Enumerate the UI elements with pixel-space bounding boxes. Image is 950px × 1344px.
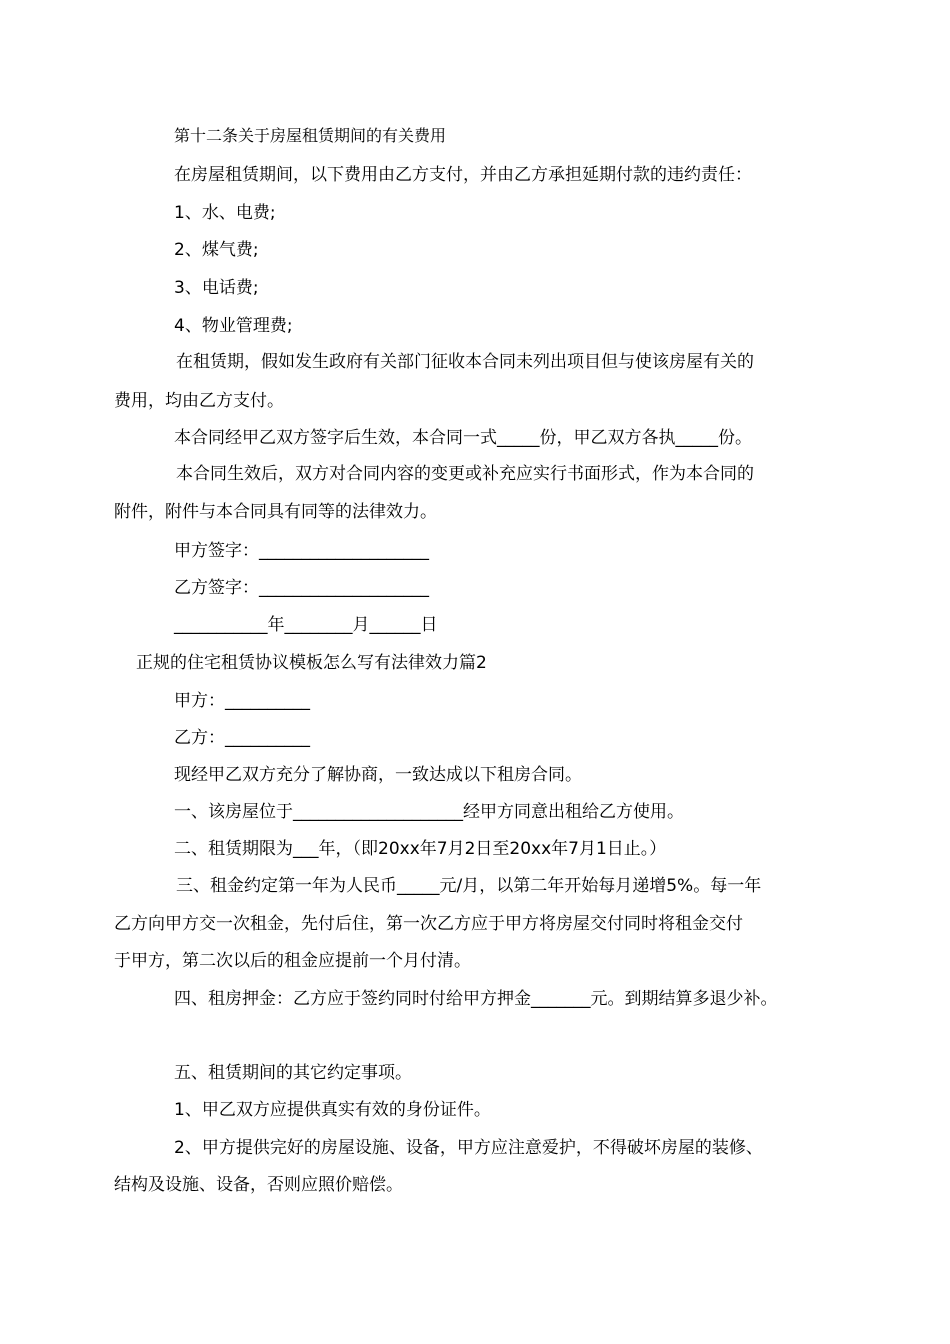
party-b-line: 乙方：__________ [174, 728, 310, 748]
fee-item-property: 4、物业管理费; [174, 316, 293, 336]
clause-5-item-1: 1、甲乙双方应提供真实有效的身份证件。 [174, 1100, 491, 1120]
clause-3-line1: 三、租金约定第一年为人民币_____元/月，以第二年开始每月递增5%。每一年 [176, 876, 762, 896]
clause-1: 一、该房屋位于____________________经甲方同意出租给乙方使用。 [174, 802, 684, 822]
date-line: ___________年________月______日 [174, 615, 438, 635]
fee-item-water-electricity: 1、水、电费; [174, 203, 276, 223]
clause-5-item-2-line1: 2、甲方提供完好的房屋设施、设备，甲方应注意爱护，不得破坏房屋的装修、 [174, 1138, 763, 1158]
party-b-signature: 乙方签字：____________________ [174, 578, 429, 598]
clause-3-line3: 于甲方，第二次以后的租金应提前一个月付清。 [114, 951, 471, 971]
clause-5: 五、租赁期间的其它约定事项。 [174, 1063, 412, 1083]
party-a-signature: 甲方签字：____________________ [174, 541, 429, 561]
gov-fee-paragraph-line1: 在租赁期，假如发生政府有关部门征收本合同未列出项目但与使该房屋有关的 [176, 352, 754, 372]
section-12-title: 第十二条关于房屋租赁期间的有关费用 [174, 126, 447, 145]
agreement-intro: 现经甲乙双方充分了解协商，一致达成以下租房合同。 [174, 765, 582, 785]
clause-5-item-2-line2: 结构及设施、设备，否则应照价赔偿。 [114, 1175, 403, 1195]
clause-4: 四、租房押金：乙方应于签约同时付给甲方押金_______元。到期结算多退少补。 [174, 989, 778, 1009]
section-2-title: 正规的住宅租赁协议模板怎么写有法律效力篇2 [136, 653, 487, 673]
amend-paragraph-line2: 附件，附件与本合同具有同等的法律效力。 [114, 502, 437, 522]
fee-item-phone: 3、电话费; [174, 278, 259, 298]
amend-paragraph-line1: 本合同生效后，双方对合同内容的变更或补充应实行书面形式，作为本合同的 [176, 464, 754, 484]
fees-intro: 在房屋租赁期间，以下费用由乙方支付，并由乙方承担延期付款的违约责任： [174, 165, 752, 185]
gov-fee-paragraph-line2: 费用，均由乙方支付。 [114, 391, 284, 411]
clause-2: 二、租赁期限为___年，（即20xx年7月2日至20xx年7月1日止。） [174, 839, 667, 859]
clause-3-line2: 乙方向甲方交一次租金，先付后住，第一次乙方应于甲方将房屋交付同时将租金交付 [114, 914, 743, 934]
fee-item-gas: 2、煤气费; [174, 240, 259, 260]
party-a-line: 甲方：__________ [174, 691, 310, 711]
copies-paragraph: 本合同经甲乙双方签字后生效，本合同一式_____份，甲乙双方各执_____份。 [174, 428, 752, 448]
